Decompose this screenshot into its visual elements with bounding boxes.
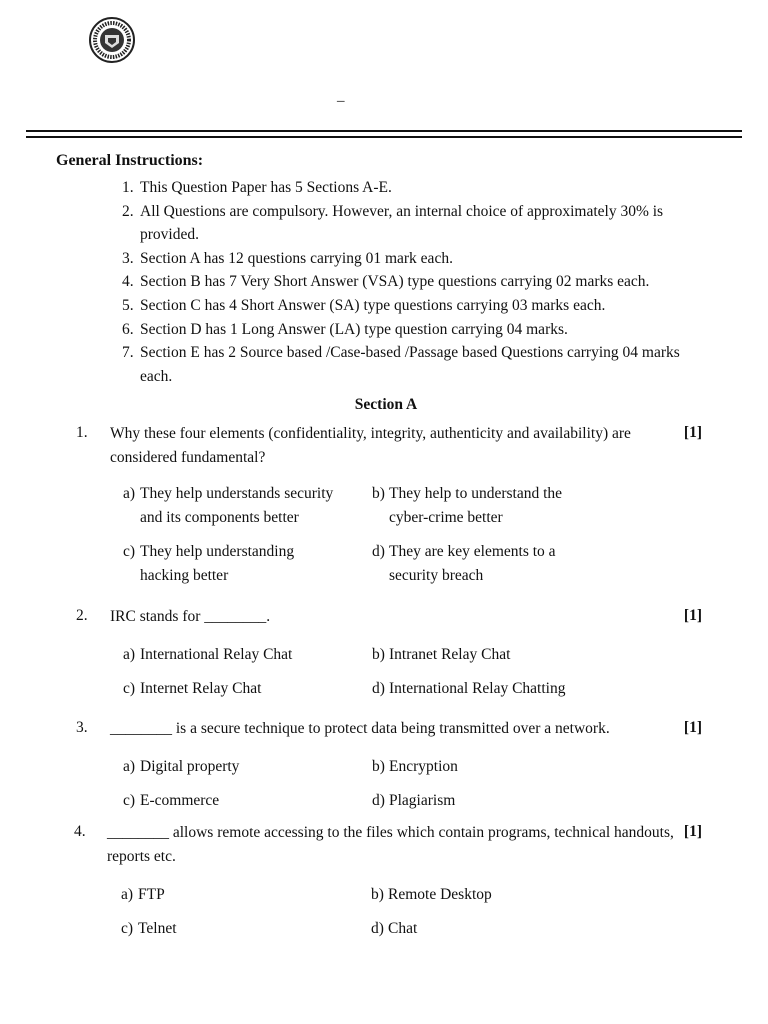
header-dash: _	[337, 88, 345, 104]
option-c[interactable]: c) Internet Relay Chat	[123, 680, 262, 697]
instruction-item: 4. Section B has 7 Very Short Answer (VSA) type questions carrying 02 marks each.	[122, 273, 650, 291]
school-seal-logo	[86, 16, 138, 64]
question-text: Why these four elements (confidentiality, integrity, authenticity and availability) are considered fundamental?	[110, 425, 631, 466]
option-d[interactable]: d) International Relay Chatting	[372, 680, 566, 697]
option-c[interactable]: c) E-commerce	[123, 792, 220, 809]
option-b[interactable]: b) Encryption	[372, 758, 458, 775]
instructions-title: General Instructions:	[56, 152, 204, 169]
option-b[interactable]: b) Remote Desktop	[371, 886, 492, 903]
instruction-item: 2. All Questions are compulsory. However, an internal choice of approximately 30% is provided.	[122, 202, 664, 244]
instruction-item: 7. Section E has 2 Source based /Case-based /Passage based Questions carrying 04 marks each.	[122, 344, 680, 385]
section-title: Section A	[354, 396, 418, 413]
instruction-item: 1. This Question Paper has 5 Sections A-E.	[122, 179, 392, 196]
option-a[interactable]: a) They help understands security and its components better	[123, 485, 334, 526]
question-number: 3.	[76, 719, 88, 736]
top-divider-second	[26, 136, 742, 138]
top-divider	[26, 130, 742, 132]
option-a[interactable]: a) International Relay Chat	[123, 646, 293, 663]
question-number: 2.	[76, 607, 88, 624]
option-d[interactable]: d) They are key elements to a security breach	[372, 543, 556, 584]
instruction-item: 6. Section D has 1 Long Answer (LA) type question carrying 04 marks.	[122, 320, 568, 338]
question-text: ________ allows remote accessing to the files which contain programs, technical handouts, reports etc.	[107, 824, 674, 865]
option-a[interactable]: a) FTP	[121, 886, 165, 903]
option-c[interactable]: c) Telnet	[121, 920, 177, 937]
option-d[interactable]: d) Plagiarism	[372, 792, 456, 809]
option-b[interactable]: b) They help to understand the cyber-crime better	[372, 485, 563, 526]
question-mark: [1]	[683, 607, 702, 624]
option-c[interactable]: c) They help understanding hacking better	[123, 543, 295, 584]
question-text: IRC stands for ________.	[110, 608, 271, 625]
question-mark: [1]	[683, 719, 702, 736]
question-mark: [1]	[683, 823, 702, 840]
question-number: 4.	[74, 823, 86, 840]
instruction-item: 5. Section C has 4 Short Answer (SA) type questions carrying 03 marks each.	[122, 296, 606, 314]
question-mark: [1]	[683, 424, 702, 441]
instruction-item: 3. Section A has 12 questions carrying 01 mark each.	[122, 249, 453, 267]
option-b[interactable]: b) Intranet Relay Chat	[372, 646, 511, 663]
question-number: 1.	[76, 424, 88, 441]
question-text: ________ is a secure technique to protect data being transmitted over a network.	[110, 720, 610, 737]
instructions-list	[122, 176, 712, 388]
option-d[interactable]: d) Chat	[371, 920, 418, 937]
option-a[interactable]: a) Digital property	[123, 758, 240, 775]
